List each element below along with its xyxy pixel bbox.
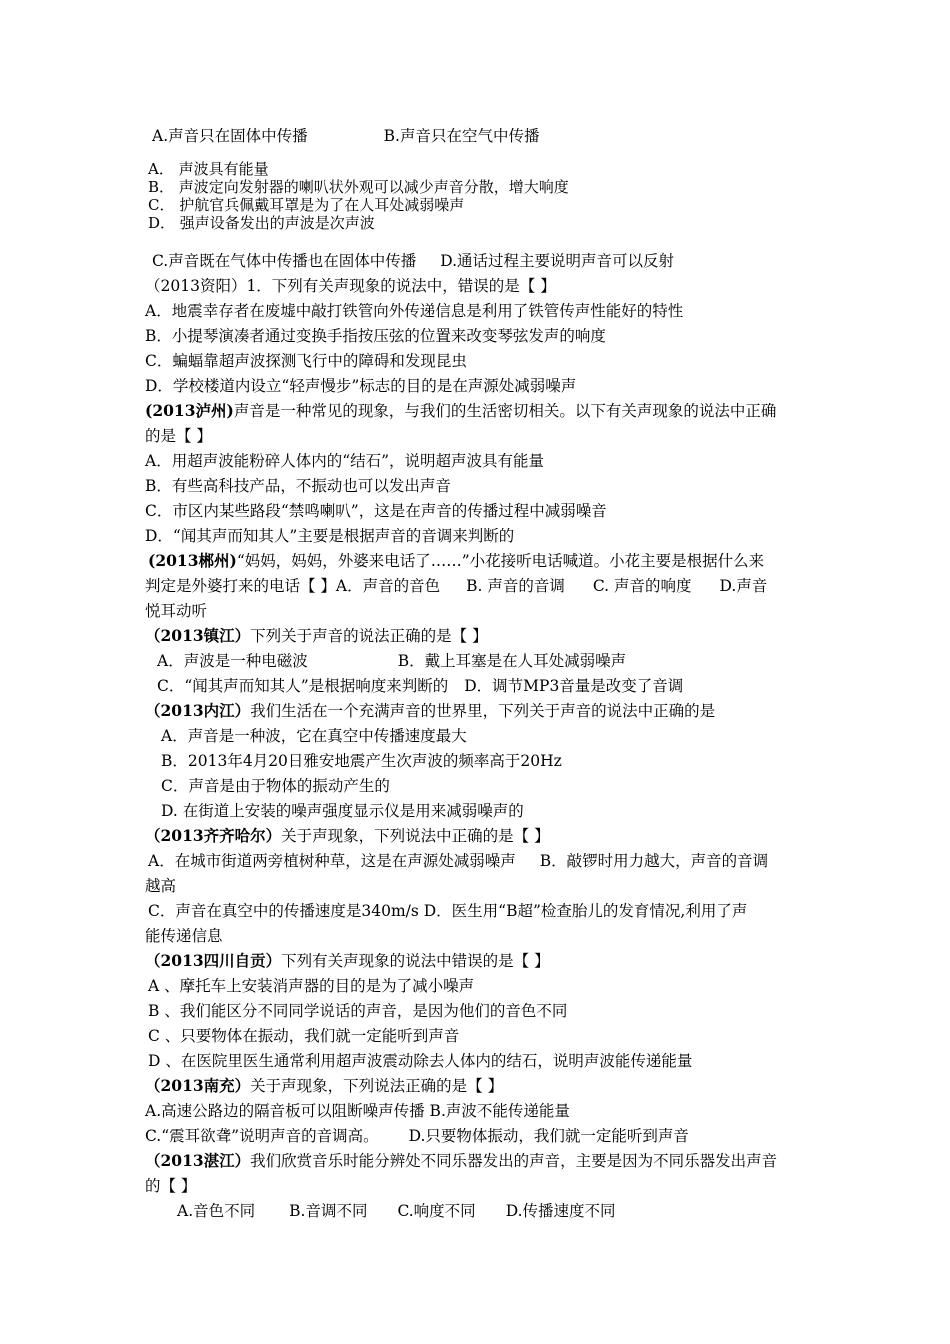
question-stem: （2013资阳）1．下列有关声现象的说法中，错误的是【 】 xyxy=(145,277,556,295)
stem-text: 下列关于声音的说法正确的是【 】 xyxy=(250,627,488,645)
option-c: C．声音是由于物体的振动产生的 xyxy=(161,777,390,795)
option-a: A.声音只在固体中传播 xyxy=(152,127,308,145)
stem-text: “妈妈，妈妈，外婆来电话了……”小花接听电话喊道。小花主要是根据什么来 xyxy=(236,552,765,570)
option-d: D．“闻其声而知其人”主要是根据声音的音调来判断的 xyxy=(145,527,515,545)
option-d-cont: 悦耳动听 xyxy=(145,602,208,620)
question-stem xyxy=(145,951,550,971)
option-b: B． 声波定向发射器的喇叭状外观可以减少声音分散，增大响度 xyxy=(148,178,569,196)
question-source: (2013郴州) xyxy=(148,551,237,570)
option-line xyxy=(177,1201,616,1221)
option-d: D.通话过程主要说明声音可以反射 xyxy=(440,252,675,270)
option-c: C．“闻其声而知其人”是根据响度来判断的 xyxy=(157,677,449,695)
question-source: （2013南充） xyxy=(145,1076,251,1095)
question-stem-cont: 的是【 】 xyxy=(145,427,212,445)
option-d: D．学校楼道内设立“轻声慢步”标志的目的是在声源处减弱噪声 xyxy=(145,377,577,395)
option-c: C.“震耳欲聋”说明声音的音调高。 xyxy=(145,1127,379,1145)
option-a: 判定是外婆打来的电话【 】A．声音的音色 xyxy=(145,577,441,595)
option-line xyxy=(148,851,768,871)
option-b: B．敲锣时用力越大，声音的音调 xyxy=(539,852,769,870)
option-c: C. 声音的响度 xyxy=(592,577,692,595)
option-b-cont: 越高 xyxy=(145,877,177,895)
option-d: D.只要物体振动，我们就一定能听到声音 xyxy=(408,1127,689,1145)
option-d: D.声音 xyxy=(719,577,768,595)
option-a: A．声音是一种波，它在真空中传播速度最大 xyxy=(161,727,467,745)
option-a: A．地震幸存者在废墟中敲打铁管向外传递信息是利用了铁管传声性能好的特性 xyxy=(145,302,684,320)
stem-text: 声音是一种常见的现象，与我们的生活密切相关。以下有关声现象的说法中正确 xyxy=(233,402,777,420)
option-line xyxy=(157,651,626,671)
option-c: C 、只要物体在振动，我们就一定能听到声音 xyxy=(148,1027,460,1045)
question-stem xyxy=(145,626,488,646)
option-a: A．用超声波能粉碎人体内的“结石”，说明超声波具有能量 xyxy=(145,452,545,470)
option-b: B.音调不同 xyxy=(289,1202,368,1220)
option-b: B．小提琴演凑者通过变换手指按压弦的位置来改变琴弦发声的响度 xyxy=(145,327,606,345)
option-line xyxy=(145,1126,689,1146)
option-c: C.声音既在气体中传播也在固体中传播 xyxy=(152,252,417,270)
option-a: A．在城市街道两旁植树种草，这是在声源处减弱噪声 xyxy=(148,852,516,870)
option-d: D. 在街道上安装的噪声强度显示仪是用来减弱噪声的 xyxy=(161,802,524,820)
option-c: C． 护航官兵佩戴耳罩是为了在人耳处减弱噪声 xyxy=(148,196,465,214)
question-stem-cont: 的【 】 xyxy=(145,1177,197,1195)
option-a: A 、摩托车上安装消声器的目的是为了减小噪声 xyxy=(148,977,475,995)
option-d: D．调节MP3音量是改变了音调 xyxy=(464,677,684,695)
option-b: B．戴上耳塞是在人耳处减弱噪声 xyxy=(397,652,627,670)
question-stem xyxy=(148,551,764,571)
option-c: C．市区内某些路段“禁鸣喇叭”，这是在声音的传播过程中减弱噪音 xyxy=(145,502,607,520)
option-d-cont: 能传递信息 xyxy=(145,927,223,945)
stem-text: 我们生活在一个充满声音的世界里，下列关于声音的说法中正确的是 xyxy=(250,702,716,720)
stem-text: 下列有关声现象的说法中错误的是【 】 xyxy=(281,952,550,970)
option-a: A．声波是一种电磁波 xyxy=(157,652,308,670)
question-source: （2013镇江） xyxy=(145,626,251,645)
option-c: C．蝙蝠靠超声波探测飞行中的障碍和发现昆虫 xyxy=(145,352,467,370)
option-line xyxy=(152,126,539,146)
question-stem xyxy=(145,401,776,421)
option-a: A． 声波具有能量 xyxy=(148,160,269,178)
stem-text: 我们欣赏音乐时能分辨处不同乐器发出的声音，主要是因为不同乐器发出声音 xyxy=(250,1152,778,1170)
option-b: B 、我们能区分不同同学说话的声音，是因为他们的音色不同 xyxy=(148,1002,568,1020)
question-source: （2013内江） xyxy=(145,701,251,720)
question-source: （2013齐齐哈尔） xyxy=(145,826,282,845)
option-b: B．2013年4月20日雅安地震产生次声波的频率高于20Hz xyxy=(161,752,562,770)
option-line: A.高速公路边的隔音板可以阻断噪声传播 B.声波不能传递能量 xyxy=(145,1102,570,1120)
question-stem xyxy=(145,826,550,846)
option-line xyxy=(157,676,683,696)
option-b: B.声音只在空气中传播 xyxy=(383,127,540,145)
option-c: C.响度不同 xyxy=(397,1202,476,1220)
question-stem xyxy=(145,1076,503,1096)
stem-text: 关于声现象，下列说法中正确的是【 】 xyxy=(281,827,550,845)
option-b: B．有些高科技产品，不振动也可以发出声音 xyxy=(145,477,451,495)
option-line xyxy=(152,251,674,271)
option-line: C．声音在真空中的传播速度是340m/s D．医生用“B超”检查胎儿的发育情况,利用了声 xyxy=(148,902,748,920)
question-source: (2013泸州) xyxy=(145,401,234,420)
stem-text: 关于声现象，下列说法正确的是【 】 xyxy=(250,1077,504,1095)
option-d: D 、在医院里医生通常利用超声波震动除去人体内的结石，说明声波能传递能量 xyxy=(148,1052,693,1070)
option-a: A.音色不同 xyxy=(177,1202,256,1220)
question-source: （2013四川自贡） xyxy=(145,951,282,970)
question-stem xyxy=(145,1151,777,1171)
option-d: D.传播速度不同 xyxy=(505,1202,616,1220)
option-b: B. 声音的音调 xyxy=(466,577,565,595)
option-line xyxy=(145,576,767,596)
question-source: （2013湛江） xyxy=(145,1151,251,1170)
option-d: D． 强声设备发出的声波是次声波 xyxy=(148,214,375,232)
question-stem xyxy=(145,701,715,721)
